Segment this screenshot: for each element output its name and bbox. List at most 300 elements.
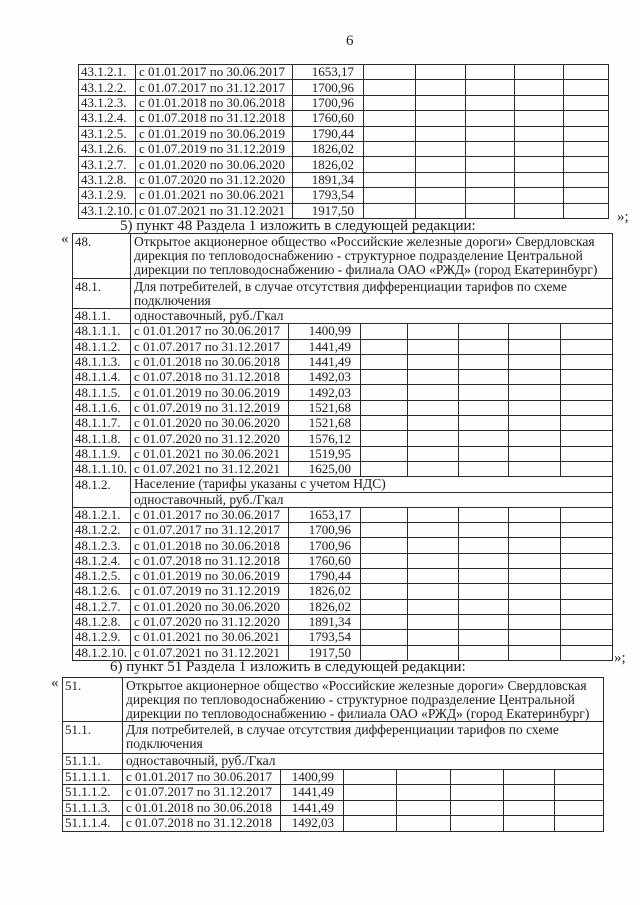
row-number: 48.1.2.3. [73,538,131,553]
tariff-value: 1826,02 [293,141,364,156]
empty-cell [509,614,561,629]
row-number: 51.1. [63,722,123,754]
empty-cell [459,339,509,354]
row-number: 48.1.1.9. [73,446,131,461]
row-number: 48. [73,234,131,279]
empty-cell [459,630,509,645]
empty-cell [416,157,466,172]
empty-cell [509,446,561,461]
table-row [73,324,613,339]
empty-cell [509,645,561,660]
table-row [73,400,613,415]
tariff-value: 1793,54 [293,188,364,203]
row-description [123,678,604,722]
table-row [79,126,609,141]
empty-cell [364,157,416,172]
empty-cell [466,203,515,218]
row-number: 48.1.1.8. [73,431,131,446]
row-number: 43.1.2.9. [79,188,136,203]
row-number: 48.1.1.6. [73,400,131,415]
period-cell: с 01.01.2021 по 30.06.2021 [131,446,289,461]
row-number: 48.1.2.4. [73,553,131,568]
table-row [63,769,604,785]
period-cell: с 01.07.2017 по 31.12.2017 [131,339,289,354]
description-line: дирекция по тепловодоснабжению - структурное подразделение Центральной [126,692,575,707]
empty-cell [416,111,466,126]
table-row [63,816,604,832]
row-number: 51.1.1. [63,754,123,770]
row-number: 51. [63,678,123,722]
period-cell: с 01.01.2018 по 30.06.2018 [136,95,293,110]
empty-cell [361,599,408,614]
period-cell: с 01.01.2017 по 30.06.2017 [123,769,281,785]
empty-cell [361,354,408,369]
period-cell: с 01.01.2021 по 30.06.2021 [131,630,289,645]
table-heading-row [73,492,613,507]
empty-cell [416,172,466,187]
description-line: одноставочный, руб./Гкал [126,753,276,769]
empty-cell [561,569,613,584]
empty-cell [509,630,561,645]
empty-cell [509,569,561,584]
empty-cell [564,95,609,110]
empty-cell [361,461,408,476]
empty-cell [509,523,561,538]
period-cell: с 01.07.2017 по 31.12.2017 [131,523,289,538]
empty-cell [344,769,397,785]
empty-cell [416,188,466,203]
table-row [79,111,609,126]
table-row [73,507,613,522]
tariff-value: 1492,03 [281,816,344,832]
empty-cell [515,203,564,218]
empty-cell [459,461,509,476]
row-number: 43.1.2.1. [79,65,136,80]
tariff-value: 1521,68 [289,416,361,431]
row-number: 43.1.2.7. [79,157,136,172]
tariff-value: 1826,02 [293,157,364,172]
description-line: одноставочный, руб./Гкал [134,308,284,324]
period-cell: с 01.01.2017 по 30.06.2017 [131,507,289,522]
period-cell: с 01.01.2018 по 30.06.2018 [123,800,281,816]
table-row [79,188,609,203]
row-number: 48.1.2.6. [73,584,131,599]
row-number: 48.1.2.10. [73,645,131,660]
empty-cell [361,584,408,599]
empty-cell [509,507,561,522]
description-line: Для потребителей, в случае отсутствия дифференциации тарифов по схеме [134,279,567,294]
empty-cell [459,507,509,522]
empty-cell [364,111,416,126]
tariff-value: 1790,44 [293,126,364,141]
empty-cell [408,614,459,629]
table-row [79,95,609,110]
table-heading-row [63,722,604,754]
table-row [73,431,613,446]
tariff-value: 1576,12 [289,431,361,446]
table-row [73,446,613,461]
empty-cell [466,80,515,95]
row-number: 43.1.2.6. [79,141,136,156]
empty-cell [515,95,564,110]
empty-cell [564,111,609,126]
table-heading-row [73,234,613,279]
tariff-value: 1519,95 [289,446,361,461]
page-number: 6 [346,33,354,49]
empty-cell [515,126,564,141]
empty-cell [408,630,459,645]
empty-cell [504,800,555,816]
row-number: 48.1.1.4. [73,370,131,385]
empty-cell [509,385,561,400]
opening-quote: « [61,231,69,247]
empty-cell [408,416,459,431]
empty-cell [509,461,561,476]
period-cell: с 01.01.2020 по 30.06.2020 [131,599,289,614]
description-line: Открытое акционерное общество «Российские железные дороги» Свердловская [126,678,587,693]
description-line: подключения [126,736,203,751]
empty-cell [515,188,564,203]
row-number [73,492,131,507]
row-number: 43.1.2.5. [79,126,136,141]
row-description [123,722,604,754]
tariff-value: 1826,02 [289,584,361,599]
empty-cell [509,584,561,599]
empty-cell [364,203,416,218]
empty-cell [459,599,509,614]
period-cell: с 01.01.2019 по 30.06.2019 [136,126,293,141]
empty-cell [361,507,408,522]
empty-cell [509,416,561,431]
empty-cell [466,172,515,187]
row-number: 48.1.2.9. [73,630,131,645]
empty-cell [416,126,466,141]
empty-cell [515,157,564,172]
empty-cell [466,141,515,156]
tariff-value: 1700,96 [293,80,364,95]
table-body [79,65,609,219]
table-row [79,65,609,80]
empty-cell [555,785,604,801]
table-row [73,416,613,431]
empty-cell [564,203,609,218]
tariff-value: 1760,60 [289,553,361,568]
period-cell: с 01.07.2017 по 31.12.2017 [136,80,293,95]
description-line: Для потребителей, в случае отсутствия дифференциации тарифов по схеме [126,722,559,737]
period-cell: с 01.07.2017 по 31.12.2017 [123,785,281,801]
table-row [73,614,613,629]
tariff-value: 1917,50 [293,203,364,218]
empty-cell [408,385,459,400]
empty-cell [459,370,509,385]
empty-cell [397,800,451,816]
row-number: 48.1.1.1. [73,324,131,339]
row-description [131,234,613,279]
empty-cell [416,65,466,80]
empty-cell [459,553,509,568]
row-number: 48.1.1. [73,309,131,324]
empty-cell [466,188,515,203]
empty-cell [408,523,459,538]
table-row [73,370,613,385]
empty-cell [504,785,555,801]
tariff-table-item-48 [72,233,613,661]
empty-cell [459,645,509,660]
tariff-table-item-51 [62,677,604,832]
description-line: одноставочный, руб./Гкал [134,492,284,507]
empty-cell [564,188,609,203]
empty-cell [564,80,609,95]
tariff-value: 1653,17 [289,507,361,522]
empty-cell [515,141,564,156]
empty-cell [515,80,564,95]
empty-cell [408,584,459,599]
empty-cell [361,370,408,385]
empty-cell [555,800,604,816]
period-cell: с 01.07.2021 по 31.12.2021 [131,645,289,660]
empty-cell [361,614,408,629]
empty-cell [364,126,416,141]
period-cell: с 01.01.2019 по 30.06.2019 [131,569,289,584]
empty-cell [416,95,466,110]
empty-cell [564,126,609,141]
empty-cell [564,172,609,187]
empty-cell [561,538,613,553]
row-number: 48.1. [73,279,131,309]
table-heading-row [63,754,604,770]
empty-cell [397,816,451,832]
row-number: 43.1.2.2. [79,80,136,95]
empty-cell [561,339,613,354]
empty-cell [564,65,609,80]
empty-cell [466,111,515,126]
tariff-value: 1826,02 [289,599,361,614]
empty-cell [561,385,613,400]
empty-cell [561,553,613,568]
empty-cell [561,523,613,538]
tariff-value: 1492,03 [289,385,361,400]
row-description [131,279,613,309]
table-heading-row [73,279,613,309]
empty-cell [561,584,613,599]
period-cell: с 01.07.2018 по 31.12.2018 [131,370,289,385]
empty-cell [459,400,509,415]
row-number: 48.1.1.2. [73,339,131,354]
empty-cell [364,188,416,203]
row-number: 48.1.1.3. [73,354,131,369]
period-cell: с 01.07.2018 по 31.12.2018 [123,816,281,832]
row-number: 48.1.2.5. [73,569,131,584]
empty-cell [561,370,613,385]
row-number: 43.1.2.8. [79,172,136,187]
empty-cell [509,553,561,568]
tariff-value: 1441,49 [289,354,361,369]
empty-cell [509,599,561,614]
tariff-value: 1700,96 [293,95,364,110]
empty-cell [555,769,604,785]
empty-cell [466,126,515,141]
empty-cell [408,431,459,446]
empty-cell [459,538,509,553]
empty-cell [361,400,408,415]
empty-cell [344,785,397,801]
empty-cell [509,538,561,553]
empty-cell [459,385,509,400]
period-cell: с 01.07.2020 по 31.12.2020 [131,431,289,446]
tariff-value: 1521,68 [289,400,361,415]
empty-cell [361,385,408,400]
empty-cell [408,507,459,522]
empty-cell [408,446,459,461]
period-cell: с 01.07.2018 по 31.12.2018 [131,553,289,568]
row-description [131,309,613,324]
empty-cell [408,354,459,369]
empty-cell [561,461,613,476]
empty-cell [561,645,613,660]
empty-cell [466,95,515,110]
empty-cell [504,769,555,785]
empty-cell [459,324,509,339]
empty-cell [515,65,564,80]
table-row [73,385,613,400]
period-cell: с 01.01.2020 по 30.06.2020 [131,416,289,431]
table-row [73,339,613,354]
empty-cell [515,111,564,126]
empty-cell [344,800,397,816]
tariff-value: 1760,60 [293,111,364,126]
empty-cell [408,339,459,354]
empty-cell [561,446,613,461]
empty-cell [364,80,416,95]
empty-cell [408,324,459,339]
table-row [79,203,609,218]
empty-cell [509,370,561,385]
table-row [73,599,613,614]
row-number: 51.1.1.3. [63,800,123,816]
closing-quote: »; [617,209,629,225]
table-row [79,141,609,156]
empty-cell [564,141,609,156]
table-heading-row [73,309,613,324]
tariff-value: 1441,49 [281,800,344,816]
period-cell: с 01.07.2021 по 31.12.2021 [136,203,293,218]
empty-cell [561,599,613,614]
empty-cell [416,203,466,218]
period-cell: с 01.01.2018 по 30.06.2018 [131,354,289,369]
row-number: 51.1.1.4. [63,816,123,832]
table-row [73,569,613,584]
empty-cell [504,816,555,832]
empty-cell [459,569,509,584]
row-number: 48.1.2. [73,477,131,492]
period-cell: с 01.01.2021 по 30.06.2021 [136,188,293,203]
empty-cell [466,157,515,172]
closing-quote: »; [614,650,626,666]
empty-cell [451,816,504,832]
period-cell: с 01.01.2017 по 30.06.2017 [131,324,289,339]
row-number: 51.1.1.1. [63,769,123,785]
empty-cell [408,538,459,553]
tariff-value: 1793,54 [289,630,361,645]
empty-cell [561,630,613,645]
tariff-value: 1400,99 [281,769,344,785]
description-line: Население (тарифы указаны с учетом НДС) [134,476,386,492]
period-cell: с 01.07.2019 по 31.12.2019 [131,584,289,599]
empty-cell [408,461,459,476]
empty-cell [564,157,609,172]
empty-cell [416,141,466,156]
empty-cell [416,80,466,95]
tariff-table-continuation [78,64,609,219]
table-row [73,538,613,553]
empty-cell [509,354,561,369]
empty-cell [361,446,408,461]
tariff-value: 1891,34 [289,614,361,629]
period-cell: с 01.01.2018 по 30.06.2018 [131,538,289,553]
empty-cell [397,785,451,801]
amendment-heading-item-5: 5) пункт 48 Раздела 1 изложить в следующей редакции: [120,218,476,234]
description-line: Открытое акционерное общество «Российские железные дороги» Свердловская [134,234,595,249]
description-line: подключения [134,293,211,308]
tariff-value: 1790,44 [289,569,361,584]
table-row [73,630,613,645]
table-body [73,234,613,661]
empty-cell [408,553,459,568]
empty-cell [361,339,408,354]
empty-cell [361,324,408,339]
empty-cell [561,324,613,339]
period-cell: с 01.07.2018 по 31.12.2018 [136,111,293,126]
empty-cell [361,538,408,553]
table-row [79,172,609,187]
row-number: 48.1.2.2. [73,523,131,538]
table-body [63,678,604,832]
period-cell: с 01.07.2019 по 31.12.2019 [131,400,289,415]
empty-cell [561,416,613,431]
row-number: 48.1.2.7. [73,599,131,614]
row-description [123,754,604,770]
empty-cell [561,614,613,629]
empty-cell [408,599,459,614]
empty-cell [459,354,509,369]
tariff-value: 1400,99 [289,324,361,339]
empty-cell [361,569,408,584]
tariff-value: 1492,03 [289,370,361,385]
row-number: 48.1.2.1. [73,507,131,522]
table-row [63,800,604,816]
empty-cell [459,446,509,461]
empty-cell [364,95,416,110]
empty-cell [361,431,408,446]
table-heading-row [73,477,613,492]
tariff-value: 1891,34 [293,172,364,187]
period-cell: с 01.07.2020 по 31.12.2020 [136,172,293,187]
amendment-heading-item-6: 6) пункт 51 Раздела 1 изложить в следующей редакции: [110,659,466,675]
row-number: 43.1.2.3. [79,95,136,110]
empty-cell [509,324,561,339]
empty-cell [555,816,604,832]
row-number: 48.1.1.10. [73,461,131,476]
table-row [73,584,613,599]
empty-cell [451,800,504,816]
tariff-value: 1700,96 [289,523,361,538]
empty-cell [408,400,459,415]
row-number: 43.1.2.10. [79,203,136,218]
table-heading-row [63,678,604,722]
empty-cell [561,354,613,369]
table-row [73,461,613,476]
period-cell: с 01.07.2021 по 31.12.2021 [131,461,289,476]
